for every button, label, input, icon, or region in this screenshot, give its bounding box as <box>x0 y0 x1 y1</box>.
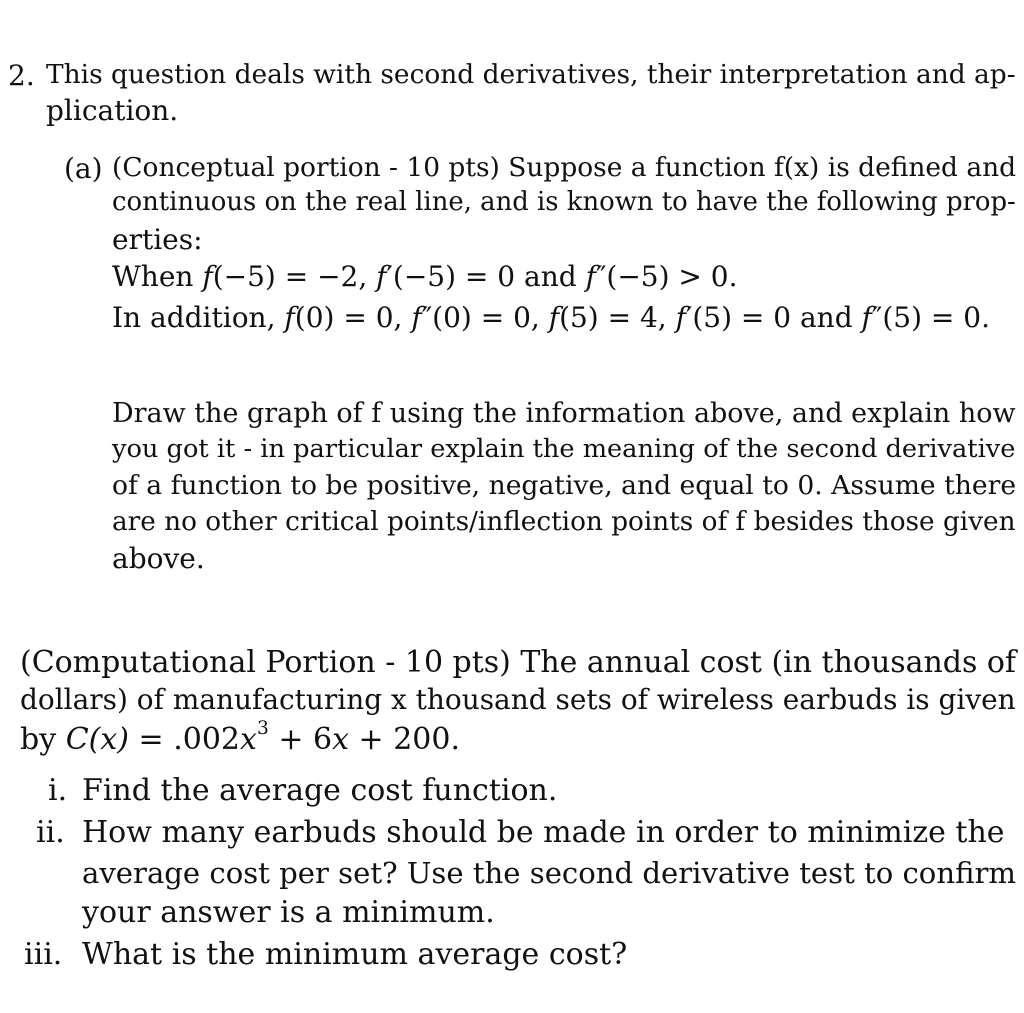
part-a-draw-line2: you got it - in particular explain the meaning of the second derivative <box>112 434 1016 464</box>
eq-constant: + 200. <box>349 722 461 757</box>
eq1-f-3: f <box>585 260 596 293</box>
eq-x-arg: (x) <box>88 722 129 757</box>
eq2-text-5: ′(5) = 0 and <box>685 301 862 334</box>
part-a-draw-line4: are no other critical points/inflection points of f besides those given <box>112 507 1016 537</box>
eq-plus: + 6 <box>268 722 333 757</box>
eq-x-cubed: x <box>240 722 257 757</box>
eq2-text-3: ″(0) = 0, <box>421 301 549 334</box>
item-i-line1: Find the average cost function. <box>82 773 558 808</box>
computational-line2: dollars) of manufacturing x thousand sets of wireless earbuds is given <box>20 683 1016 716</box>
item-ii-line2: average cost per set? Use the second derivative test to confirm <box>82 856 1017 890</box>
eq2-f-5: f <box>861 301 872 334</box>
part-a-label: (a) <box>64 152 103 185</box>
part-a-line1: (Conceptual portion - 10 pts) Suppose a function f(x) is defined and <box>112 152 1017 183</box>
question-intro-line1: This question deals with second derivatives, their interpretation and ap- <box>46 59 1016 90</box>
part-a-draw-line3: of a function to be positive, negative, and equal to 0. Assume there <box>112 470 1017 501</box>
eq2-text-2: (0) = 0, <box>294 301 412 334</box>
eq-x-linear: x <box>332 722 349 757</box>
item-iii-number: iii. <box>24 937 63 972</box>
eq-coef: = .002 <box>129 722 241 757</box>
eq1-text-4: ″(−5) > 0. <box>595 260 738 293</box>
eq2-text-6: ″(5) = 0. <box>871 301 991 334</box>
part-a-condition-2 <box>112 301 991 334</box>
eq1-f-2: f <box>376 260 387 293</box>
computational-line1: (Computational Portion - 10 pts) The annual cost (in thousands of <box>20 645 1017 680</box>
eq2-f-4: f <box>675 301 686 334</box>
eq1-text-2: (−5) = −2, <box>212 260 377 293</box>
eq-C: C <box>65 722 89 757</box>
part-a-condition-1 <box>112 260 738 293</box>
cost-function-equation <box>20 718 461 757</box>
eq1-text-1: When <box>112 260 203 293</box>
part-a-draw-line5: above. <box>112 542 205 575</box>
item-i-number: i. <box>48 773 68 808</box>
item-ii-line3: your answer is a minimum. <box>82 895 495 930</box>
eq2-f-3: f <box>548 301 560 334</box>
eq1-text-3: ′(−5) = 0 and <box>386 260 586 293</box>
eq-by: by <box>20 722 66 757</box>
part-a-line3: erties: <box>112 223 203 256</box>
eq1-f-1: f <box>202 260 213 293</box>
eq-exponent: 3 <box>256 718 269 740</box>
question-number: 2. <box>8 59 35 92</box>
part-a-line2: continuous on the real line, and is known to have the following prop- <box>112 187 1016 217</box>
item-ii-line1: How many earbuds should be made in order to minimize the <box>82 815 1005 850</box>
eq2-text-4: (5) = 4, <box>559 301 676 334</box>
eq2-f-1: f <box>284 301 295 334</box>
eq2-f-2: f <box>411 301 422 334</box>
eq2-text-1: In addition, <box>112 301 285 334</box>
item-ii-number: ii. <box>36 815 65 850</box>
question-intro-line2: plication. <box>46 94 179 127</box>
item-iii-line1: What is the minimum average cost? <box>82 937 628 972</box>
part-a-draw-line1: Draw the graph of f using the information above, and explain how <box>112 398 1016 429</box>
